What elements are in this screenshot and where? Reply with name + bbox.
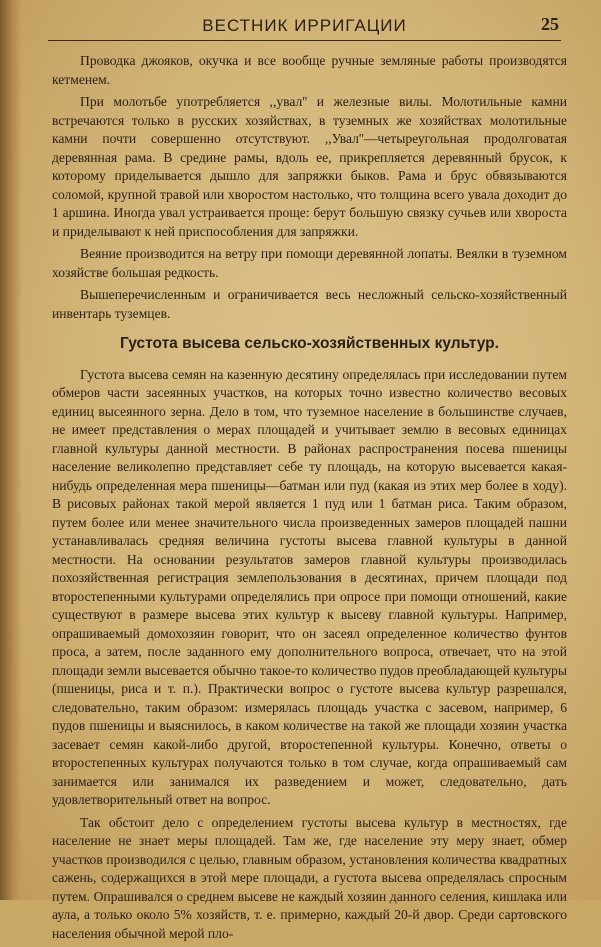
page-header <box>48 14 561 41</box>
paragraph: Густота высева семян на казенную десятину определялась при исследовании путем обмеров части засеянных участков, на которых точно известно количество весовых единиц высеянного зерна. Дело в том, что туземное население в большинстве случаев, не имеет представления о мерах площадей и учитывает землю в весовых единицах главной культуры данной местности. В районах распространения посева пшеницы население великолепно представляет себе ту площадь, на которую высевается какая-нибудь определенная мера пшеницы—батман или пуд (какая из этих мер более в ходу). В рисовых районах такой мерой является 1 пуд или 1 батман риса. Таким образом, путем более или менее значительного числа произведенных замеров площадей пашни устанавливалась средняя величина густоты высева главной культуры в данной местности. На основании результатов замеров главной культуры производилась похозяйственная регистрация землепользования в десятинах, причем площади под второстепенными культурами определялись при опросе при помощи отношений, какие существуют в размере высева этих культур к высеву главной культуры. Например, опрашиваемый домохозяин говорит, что он засеял определенное количество фунтов проса, а затем, после заданного ему дополнительного вопроса, отвечает, что на этой площади земли высевается обычно такое-то количество пудов преобладающей культуры (пшеницы, риса и т. п.). Практически вопрос о густоте высева культур разрешался, следовательно, таким образом: измерялась площадь участка с засевом, например, 6 пудов пшеницы и выяснилось, в каком количестве на такой же площади хозяин участка засевает семян какой-либо другой, второстепенной культуры. Конечно, ответы о второстепенных культурах получаются только в том случае, когда опрашиваемый сам занимается или занимался их разведением и может, следовательно, дать удовлетворительный ответ на вопрос. <box>52 366 567 807</box>
section-heading: Густота высева сельско-хозяйственных культур. <box>120 335 499 352</box>
paragraph: Так обстоит дело с определением густоты высева культур в местностях, где население не знает меры площадей. Там же, где население эту меру знает, обмер участков производился с целью, главным образом, установления количества квадратных сажень, содержащихся в этой мере площади, а густота высева определялась спросным путем. Опрашивался о среднем высеве не каждый хозяин данного селения, кишлака или аула, а только около 5% хозяйств, т. е. примерно, каждый 20-й двор. Среди сартовского населения обычной мерой пло- <box>52 814 567 941</box>
running-title: ВЕСТНИК ИРРИГАЦИИ <box>202 16 407 35</box>
paragraph: Вышеперечисленным и ограничивается весь несложный сельско-хозяйственный инвентарь туземцев. <box>52 287 567 321</box>
page-body <box>52 52 567 947</box>
paragraph: Проводка джояков, окучка и все вообще ручные земляные работы производятся кетменем. <box>52 53 567 87</box>
paragraph: При молотьбе употребляется ,,увал'' и железные вилы. Молотильные камни встречаются только в русских хозяйствах, в туземных же хозяйствах молотильные камни почти совершенно отсутствуют. ,,Увал''—четыреугольная продолговатая деревянная рама. В средине рамы, вдоль ее, прикрепляется деревянный брусок, к которому приделывается дышло для запряжки быков. Рама и брус обвязываются соломой, крупной травой или хворостом настолько, что толщина всего увала доходит до 1 аршина. Иногда увал устраивается проще: берут большую связку сучьев или хвороста и приделывают к ней приспособления для запряжки. <box>52 94 567 239</box>
page-number: 25 <box>541 14 559 34</box>
book-spine-shadow <box>0 0 22 900</box>
paragraph: Веяние производится на ветру при помощи деревянной лопаты. Веялки в туземном хозяйстве большая редкость. <box>52 246 567 280</box>
